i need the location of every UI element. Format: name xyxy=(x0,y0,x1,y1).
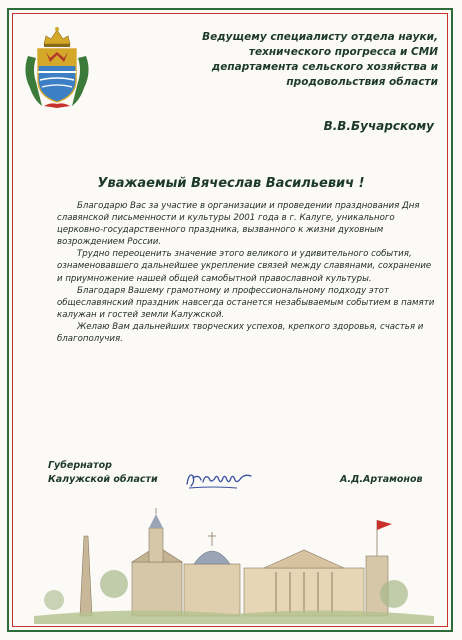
recipient-line: Ведущему специалисту отдела науки, xyxy=(202,31,438,43)
handwritten-signature-icon xyxy=(183,466,257,492)
body-paragraph: Желаю Вам дальнейших творческих успехов, крепкого здоровья, счастья и благополучия. xyxy=(57,321,424,345)
body-paragraph: Трудно переоценить значение этого великого и удивительного события, ознаменовавшего дальнейшее укрепление связей между славянами, сохранение и приумножение нашей общей самобытной православной культуры. xyxy=(57,249,432,284)
greeting: Уважаемый Вячеслав Васильевич ! xyxy=(97,176,365,191)
signatory-name: А.Д.Артамонов xyxy=(340,474,423,485)
signatory-title-line: Губернатор xyxy=(48,460,112,471)
recipient-name: В.В.Бучарскому xyxy=(323,119,434,133)
body-paragraph: Благодарю Вас за участие в организации и проведении празднования Дня славянской письменности и культуры 2001 года в г. Калуге, уникального церковно-государственного праздника, вызванного к жизни духовным возрождением России. xyxy=(57,201,420,248)
recipient-line: технического прогресса и СМИ xyxy=(248,46,438,58)
recipient-block xyxy=(180,30,438,90)
body-paragraph: Благодаря Вашему грамотному и профессиональному подходу этот общеславянский праздник навсегда останется незабываемым событием в памяти калужан и гостей земли Калужской. xyxy=(57,285,435,320)
cityscape-illustration xyxy=(14,506,448,626)
coat-of-arms-icon xyxy=(24,22,90,112)
signatory-title xyxy=(48,459,158,487)
recipient-line: продовольствия области xyxy=(286,76,438,88)
signatory-title-line: Калужской области xyxy=(48,474,158,485)
letter-body xyxy=(57,200,439,345)
recipient-line: департамента сельского хозяйства и xyxy=(211,61,438,73)
